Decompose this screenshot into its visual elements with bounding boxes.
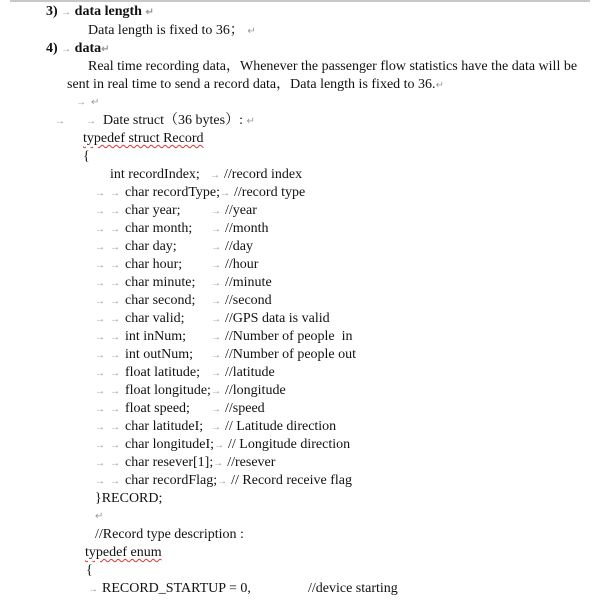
paragraph-mark: ↵ [145,7,154,18]
struct-close: }RECORD; [95,491,163,506]
section-3-body [88,22,256,40]
tab-mark: → [55,116,65,127]
field-comment: //hour [225,257,259,272]
tab-mark: → [95,314,105,325]
section-title: data length [74,4,142,19]
field-declaration: int outNum; [125,347,194,362]
enum-item [0,580,600,598]
tab-mark: → [220,188,231,199]
struct-field [0,310,600,328]
tab-mark: → [95,296,105,307]
enum-comment: //device starting [308,581,398,596]
field-declaration: int recordIndex; [110,167,200,182]
tab-mark: → [213,458,224,469]
tab-mark: → [61,44,72,55]
section-4-heading [46,40,110,58]
tab-mark: → [211,386,221,397]
tab-mark: → [95,386,105,397]
enum-value: RECORD_STARTUP = 0, [102,581,251,596]
field-comment: //speed [225,401,265,416]
tab-mark: → [211,296,221,307]
tab-mark: → [211,314,221,325]
struct-field [0,454,600,472]
struct-field [0,184,600,202]
tab-mark: → [110,404,120,415]
paragraph-mark: ↵ [246,116,255,127]
field-declaration: float speed; [125,401,190,416]
section-title: data [74,41,102,56]
section-3-heading [46,3,154,21]
struct-field [0,346,600,364]
tab-mark: → [110,278,120,289]
field-comment: //second [225,293,272,308]
tab-mark: → [110,242,120,253]
tab-mark: → [214,440,225,451]
tab-mark: → [211,332,221,343]
tab-mark: → [211,260,221,271]
field-declaration: char day; [125,239,177,254]
tab-mark: → [211,422,221,433]
struct-field [0,202,600,220]
field-comment: //minute [225,275,272,290]
field-declaration: char longitudeI; [125,437,215,452]
struct-field [0,418,600,436]
field-declaration: char latitudeI; [125,419,204,434]
tab-mark: → [217,476,228,487]
paragraph-mark: ↵ [91,97,100,108]
tab-mark: → [95,440,105,451]
tab-mark: → [110,224,120,235]
tab-mark: → [211,350,221,361]
field-declaration: float longitude; [125,383,211,398]
struct-field [0,220,600,238]
field-declaration: char recordType; [125,185,221,200]
tab-mark: → [95,332,105,343]
section-4-body-line2 [67,76,444,94]
empty-line: ↵ [95,511,104,522]
tab-mark: → [211,404,221,415]
struct-field [0,400,600,418]
field-comment: //year [225,203,257,218]
struct-heading-text: Date struct（36 bytes）: [103,113,243,128]
field-declaration: char year; [125,203,181,218]
field-comment: // Longitude direction [228,437,351,452]
tab-mark: → [95,278,105,289]
struct-field [0,166,600,184]
tab-mark: → [110,350,120,361]
field-comment: //day [225,239,253,254]
tab-mark: → [95,242,105,253]
struct-heading [55,112,255,130]
tab-mark: → [211,242,221,253]
paragraph-mark: ↵ [435,80,444,91]
enum-open-brace: { [86,563,93,578]
field-declaration: char valid; [125,311,185,326]
tab-mark: → [110,422,120,433]
field-declaration: char month; [125,221,193,236]
tab-mark: → [110,386,120,397]
tab-mark: → [110,368,120,379]
section-number: 4) [46,41,58,56]
tab-mark: → [88,584,98,595]
enum-declaration: typedef enum [85,545,162,560]
tab-mark: → [95,260,105,271]
tab-mark: → [210,170,220,181]
field-comment: //month [225,221,269,236]
field-comment: //longitude [225,383,286,398]
struct-field [0,274,600,292]
field-comment: // Record receive flag [231,473,353,488]
tab-mark: → [110,314,120,325]
struct-open-brace: { [83,149,90,164]
tab-mark: → [110,296,120,307]
field-declaration: int inNum; [125,329,187,344]
field-declaration: float latitude; [125,365,201,380]
tab-mark: → [110,332,120,343]
field-comment: //Number of people out [225,347,357,362]
field-declaration: char hour; [125,257,183,272]
struct-field [0,238,600,256]
field-comment: //record type [234,185,306,200]
section-number: 3) [46,4,58,19]
struct-field [0,472,600,490]
struct-field [0,292,600,310]
field-comment: //Number of people in [225,329,353,344]
tab-mark: → [95,188,105,199]
field-declaration: char resever[1]; [125,455,214,470]
body-text: Data length is fixed to 36； [88,23,244,38]
struct-field [0,382,600,400]
tab-mark: → [211,278,221,289]
tab-mark: → [211,224,221,235]
field-comment: // Latitude direction [225,419,337,434]
field-comment: //record index [224,167,303,182]
tab-mark: → [95,422,105,433]
enum-comment: //Record type description : [95,527,244,542]
tab-mark: → [95,224,105,235]
body-text: sent in real time to send a record data，Data length is fixed to 36. [67,77,436,92]
field-declaration: char minute; [125,275,196,290]
tab-mark: → [95,350,105,361]
tab-mark: → [110,476,120,487]
field-declaration: char second; [125,293,196,308]
section-4-body-line1: Real time recording data，Whenever the passenger flow statistics have the data will be [88,59,578,74]
empty-line [76,94,99,112]
tab-mark: → [110,188,120,199]
struct-field [0,256,600,274]
tab-mark: → [95,476,105,487]
field-comment: //resever [227,455,276,470]
struct-field [0,364,600,382]
tab-mark: → [95,404,105,415]
tab-mark: → [110,260,120,271]
struct-field [0,436,600,454]
tab-mark: → [110,206,120,217]
tab-mark: → [76,97,86,108]
paragraph-mark: ↵ [247,26,256,37]
field-comment: //GPS data is valid [225,311,330,326]
struct-declaration: typedef struct Record [83,131,204,146]
tab-mark: → [110,458,120,469]
tab-mark: → [211,206,221,217]
tab-mark: → [86,116,96,127]
page-top-border [10,0,590,2]
tab-mark: → [110,440,120,451]
field-declaration: char recordFlag; [125,473,218,488]
tab-mark: → [95,458,105,469]
tab-mark: → [95,368,105,379]
tab-mark: → [211,368,221,379]
field-comment: //latitude [225,365,275,380]
paragraph-mark: ↵ [101,44,110,55]
tab-mark: → [61,7,72,18]
struct-field [0,328,600,346]
tab-mark: → [95,206,105,217]
